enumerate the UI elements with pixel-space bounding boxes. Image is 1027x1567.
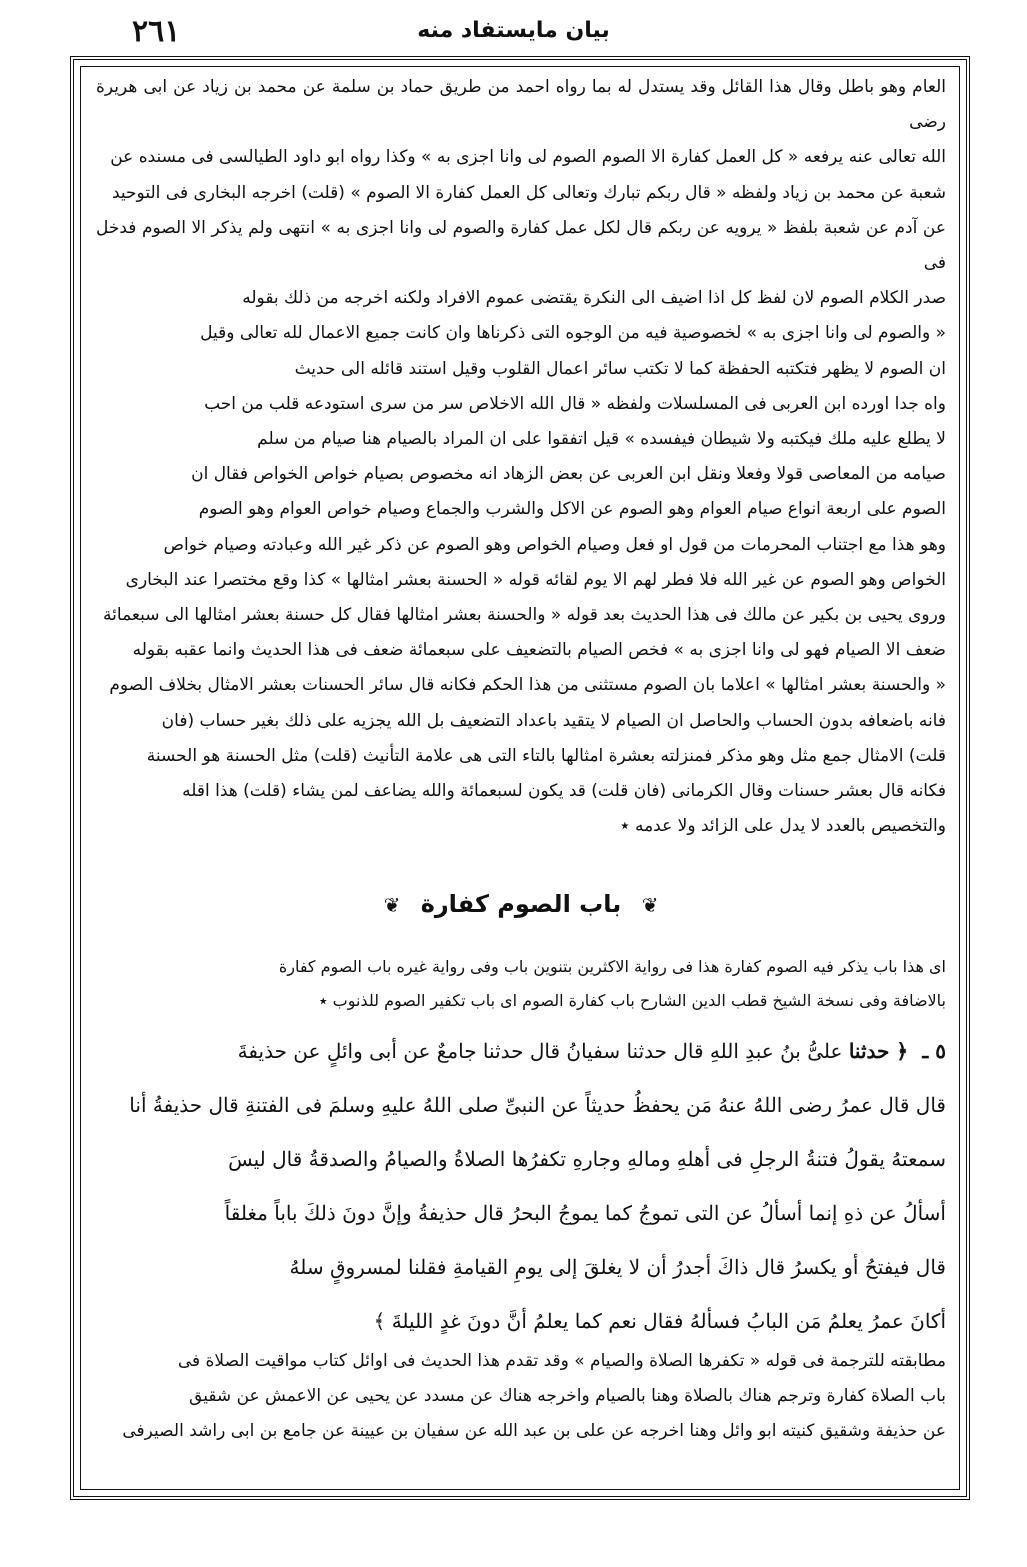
chapter-note [96, 950, 946, 1018]
hadith-line: أكانَ عمرُ يعلمُ مَن البابُ فسألهُ فقال نعم كما يعلمُ أنَّ دونَ غدٍ الليلةَ ﴾ [373, 1309, 946, 1333]
hadith-line: قال قال عمرُ رضى اللهُ عنهُ مَن يحفظُ حديثاً عن النبىِّ صلى اللهُ عليهِ وسلمَ فى الفتنةِ قال حذيفةُ أنا [129, 1093, 946, 1117]
commentary-line: « والصوم لى وانا اجزى به » لخصوصية فيه من الوجوه التى ذكرناها وان كانت جميع الاعمال لله تعالى وقيل [200, 323, 946, 344]
commentary-line: وروى يحيى بن بكير عن مالك فى هذا الحديث بعد قوله « والحسنة بعشر امثالها فقال كل حسنة بعشر امثالها الى سبعمائة [103, 605, 946, 626]
commentary-line: الله تعالى عنه يرفعه « كل العمل كفارة الا الصوم الصوم لى وانا اجزى به » وكذا رواه ابو داود الطيالسى فى مسنده عن [110, 147, 946, 168]
hadith-number: ٥ ـ [922, 1039, 946, 1063]
hadith-line: أسألُ عن ذهِ إنما أسألُ عن التى تموجُ كما يموجُ البحرُ قال حذيفةُ وإنَّ دونَ ذلكَ باباً مغلقاً [224, 1201, 946, 1225]
commentary-line: واه جدا اورده ابن العربى فى المسلسلات ولفظه « قال الله الاخلاص سر من سرى استودعه قلب من احب [204, 393, 946, 414]
commentary-line: لا يطلع عليه ملك فيكتبه ولا شيطان فيفسده » قيل اتفقوا على ان المراد بالصيام هنا صيام من سلم [257, 429, 946, 450]
commentary-line: مطابقته للترجمة فى قوله « تكفرها الصلاة والصيام » وقد تقدم هذا الحديث فى اوائل كتاب مواقيت الصلاة فى [177, 1351, 946, 1371]
commentary-line: باب الصلاة كفارة وترجم هناك بالصلاة وهنا بالصيام واخرجه هناك عن مسدد عن يحيى عن الاعمش عن شقيق [189, 1386, 946, 1406]
commentary-line: ضعف الا الصيام فهو لى وانا اجزى به » فخص الصيام بالتضعيف على سبعمائة ضعف فى هذا الحديث وانما عقبه بقوله [132, 640, 946, 661]
chapter-title: باب الصوم كفارة [420, 890, 622, 918]
commentary-block [96, 70, 946, 844]
commentary-line: والتخصيص بالعدد لا يدل على الزائد ولا عدمه ٭ [620, 816, 946, 837]
commentary-line: شعبة عن محمد بن زياد ولفظه « قال ربكم تبارك وتعالى كل العمل كفارة الا الصوم » (قلت) اخرجه البخارى فى التوحيد [112, 182, 946, 203]
commentary-line: عن آدم عن شعبة بلفظ « يرويه عن ربكم قال لكل عمل كفارة والصوم لى وانا اجزى به » انتهى ولم يذكر الا الصوم فدخل فى [96, 217, 946, 274]
commentary-line: العام وهو باطل وقال هذا القائل وقد يستدل له بما رواه احمد من طريق حماد بن سلمة عن محمد بن زياد عن ابى هريرة رضى [96, 77, 946, 133]
hadith-opening: ﴿ حدثنا [848, 1039, 909, 1063]
commentary-line: وهو هذا مع اجتناب المحرمات من قول او فعل وصيام الخواص وهو الصوم عن ذكر غير الله وعبادته وصيام خواص [163, 534, 946, 555]
commentary-line: فكانه قال بعشر حسنات وقال الكرمانى (فان قلت) قد يكون لسبعمائة والله يضاعف لمن يشاء (قلت) هذا اقله [182, 781, 946, 802]
commentary-line: الخواص وهو الصوم عن غير الله فلا فطر لهم الا يوم لقائه قوله « الحسنة بعشر امثالها » كذا وقع مختصرا عند البخارى [125, 569, 946, 590]
hadith-line: قال فيفتحُ أو يكسرُ قال ذاكَ أجدرُ أن لا يغلقَ إلى يومِ القيامةِ فقلنا لمسروقٍ سلهُ [289, 1255, 946, 1279]
commentary-line: صدر الكلام الصوم لان لفظ كل اذا اضيف الى النكرة يقتضى عموم الافراد ولكنه اخرجه من ذلك بقوله [242, 288, 946, 309]
page-header [70, 14, 957, 54]
commentary-line: قلت) الامثال جمع مثل وهو مذكر فمنزلته بعشرة امثالها بالتاء التى هى علامة التأنيث (قلت) مثل الحسنة هو الحسنة [146, 745, 946, 766]
commentary-line: فانه باضعافه بدون الحساب والحاصل ان الصيام لا يتقيد باعداد التضعيف بل الله يجزيه على ذلك بغير حساب (فان [161, 710, 946, 731]
running-head: بيان مايستفاد منه [417, 18, 610, 43]
commentary-line: صيامه من المعاصى قولا وفعلا ونقل ابن العربى عن بعض الزهاد انه مخصوص بصيام خواص الخواص فقال ان [191, 464, 946, 485]
hadith-text [96, 1024, 946, 1348]
ornament-icon: ❦ [383, 893, 401, 917]
commentary-line: عن حذيفة وشقيق كنيته ابو وائل وهنا اخرجه عن على بن عبد الله عن سفيان بن عيينة عن جامع بن ابى راشد الصيرفى [122, 1421, 946, 1441]
hadith-line: سمعتهُ يقولُ فتنةُ الرجلِ فى أهلهِ ومالهِ وجارهِ تكفرُها الصلاةُ والصيامُ والصدقةُ قال ليسَ [228, 1147, 946, 1171]
commentary-line: ان الصوم لا يظهر فتكتبه الحفظة كما لا تكتب سائر اعمال القلوب وقيل استند قائله الى حديث [294, 358, 946, 379]
page-number: ٢٦١ [132, 14, 181, 49]
chapter-note-line: اى هذا باب يذكر فيه الصوم كفارة هذا فى رواية الاكثرين بتنوين باب وفى رواية غيره باب الصوم كفارة [278, 957, 946, 976]
post-hadith-commentary [96, 1344, 946, 1449]
chapter-note-line: بالاضافة وفى نسخة الشيخ قطب الدين الشارح باب كفارة الصوم اى باب تكفير الصوم للذنوب ٭ [318, 991, 946, 1010]
ornament-icon: ❦ [641, 893, 659, 917]
commentary-line: الصوم على اربعة انواع صيام العوام وهو الصوم عن الاكل والشرب والجماع وصيام خواص العوام وهو الصوم [198, 499, 946, 520]
chapter-heading [96, 890, 946, 934]
hadith-line [96, 1024, 946, 1078]
commentary-line: « والحسنة بعشر امثالها » اعلاما بان الصوم مستثنى من هذا الحكم فكانه قال سائر الحسنات بعشر الامثال بخلاف الصوم [109, 675, 946, 696]
hadith-line-text: علىُّ بنُ عبدِ اللهِ قال حدثنا سفيانُ قال حدثنا جامعٌ عن أبى وائلٍ عن حذيفةَ [237, 1039, 843, 1063]
